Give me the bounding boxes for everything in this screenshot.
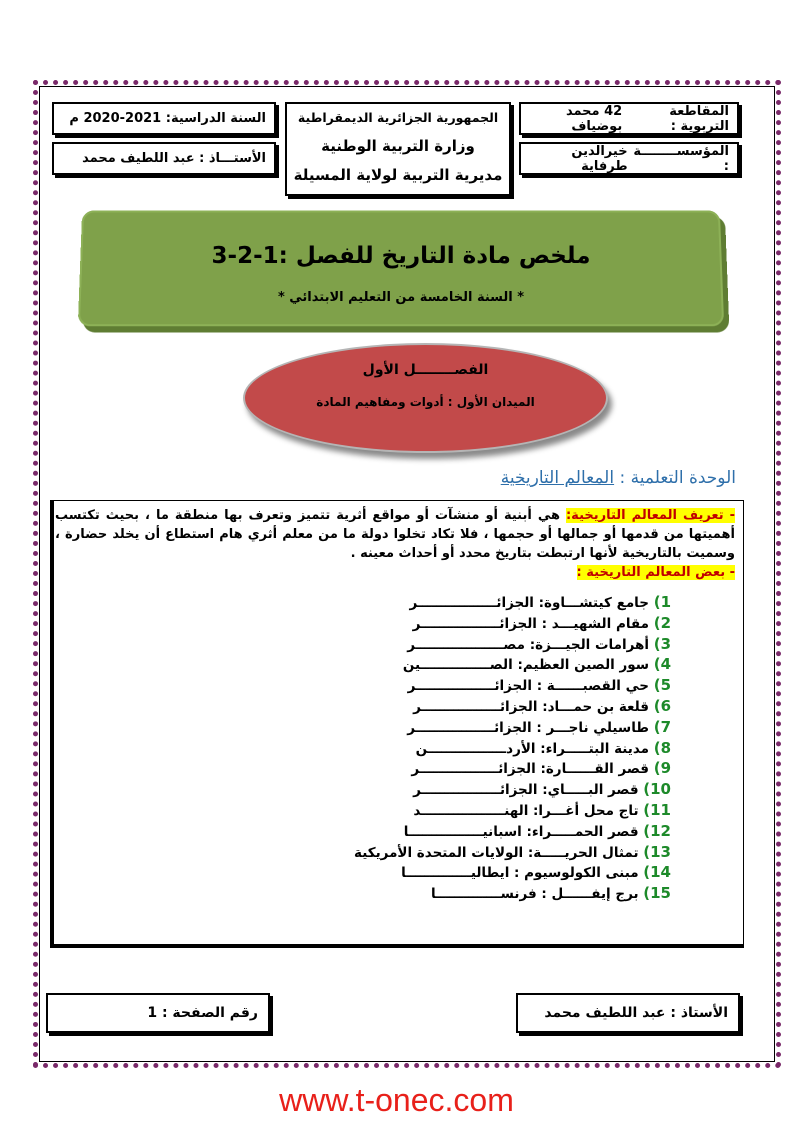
page-number-value: 1	[147, 1005, 158, 1021]
definition-term: - تعريف المعالم التاريخية:	[565, 508, 736, 523]
list-item	[354, 821, 671, 842]
ministry-name: وزارة التربية الوطنية	[321, 136, 475, 155]
item-number: 2)	[653, 613, 671, 632]
republic-name: الجمهورية الجزائرية الديمقراطية	[297, 110, 499, 125]
field-title: الميدان الأول : أدوات ومفاهيم المادة	[316, 395, 535, 409]
landmark-country: الصـــــــــــــــين	[402, 657, 513, 674]
landmark-name: قصر البـــــاي:	[542, 782, 639, 799]
website-url[interactable]: www.t-onec.com	[279, 1082, 514, 1118]
landmark-name: تاج محل أغـــرا:	[533, 802, 639, 819]
landmark-country: الجزائـــــــــــــــــر	[413, 782, 538, 799]
list-item	[354, 862, 671, 883]
list-item	[354, 779, 671, 800]
landmark-list	[354, 592, 671, 904]
landmark-name: جامع كيتشـــاوة:	[538, 595, 649, 611]
item-number: 3)	[653, 634, 671, 653]
landmark-name: مبنى الكولوسيوم :	[514, 865, 639, 882]
landmark-name: قصر القــــــارة:	[540, 761, 649, 778]
list-item	[354, 883, 671, 904]
school-label: المؤسســــــــة :	[633, 143, 729, 174]
landmark-country: الجزائـــــــــــــــــر	[407, 678, 532, 695]
landmark-country: الجزائـــــــــــــــــر	[409, 595, 534, 611]
list-item	[354, 717, 671, 738]
teacher-value: عبد اللطيف محمد	[82, 151, 195, 166]
institution-box	[285, 102, 511, 196]
school-box	[519, 142, 739, 175]
teacher-box	[52, 142, 276, 175]
landmark-country: ايطاليــــــــــــــا	[401, 865, 510, 882]
list-item	[354, 842, 671, 863]
list-item	[354, 592, 671, 613]
directorate-name: مديرية التربية لولاية المسيلة	[293, 165, 503, 184]
item-number: 14)	[643, 863, 671, 882]
landmark-country: فرنســــــــــــــا	[430, 886, 537, 903]
unit-name: المعالم التاريخية	[500, 468, 615, 488]
item-number: 13)	[643, 842, 671, 861]
landmark-country: الجزائـــــــــــــــــر	[407, 719, 532, 736]
landmark-country: الجزائـــــــــــــــــر	[411, 761, 536, 778]
item-number: 5)	[653, 676, 671, 695]
landmark-name: قصر الحمـــــراء:	[526, 823, 639, 840]
chapter-title: الفصــــــــل الأول	[362, 362, 489, 378]
item-number: 4)	[653, 655, 671, 674]
unit-label: الوحدة التعلمية :	[619, 468, 736, 488]
item-number: 11)	[643, 800, 671, 819]
landmark-name: برج إيفــــــل :	[541, 886, 639, 903]
item-number: 9)	[653, 759, 671, 778]
list-item	[354, 738, 671, 759]
landmark-name: قلعة بن حمـــاد:	[542, 698, 649, 715]
list-item	[354, 758, 671, 779]
landmark-name: تمثال الحريـــــة:	[527, 844, 639, 861]
landmark-country: الولايات المتحدة الأمريكية	[354, 844, 524, 861]
landmark-name: مقام الشهيـــد :	[541, 615, 649, 632]
landmark-country: مصـــــــــــــــــــر	[407, 636, 526, 653]
list-item	[354, 613, 671, 634]
item-number: 12)	[643, 821, 671, 840]
list-item	[354, 800, 671, 821]
grade-subtitle: * السنة الخامسة من التعليم الابتدائي *	[277, 290, 525, 305]
definition-text: هي أبنية أو منشآت أو مواقع أثرية تتميز وتعرف بها منطقة ما ، بحيث تكتسب أهميتها من قدمها أو جمالها أو حجمها ، فلا تكاد تخلوا دولة ما من معلم أثري هام استطاع أن يخلد حضارة ، وسميت بالتاريخية لأنها ارتبطت بتاريخ محدد أو أحداث معينه .	[55, 508, 735, 561]
landmark-country: الجزائـــــــــــــــــر	[413, 698, 538, 715]
footer-teacher-box	[516, 993, 740, 1033]
item-number: 15)	[643, 884, 671, 903]
district-box	[519, 102, 739, 135]
school-year-value: 2020-2021 م	[69, 111, 162, 126]
page-number-box	[46, 993, 270, 1033]
definition-paragraph	[55, 506, 735, 582]
landmark-name: حي القصبــــــة :	[536, 678, 649, 695]
district-label: المقاطعة التربوية :	[669, 103, 729, 134]
landmark-name: سور الصين العظيم:	[517, 657, 649, 674]
item-number: 7)	[653, 717, 671, 736]
landmark-country: الأردـــــــــــــــــن	[415, 740, 536, 757]
school-year-box	[52, 102, 276, 135]
landmark-country: اسبانيــــــــــــــــا	[403, 823, 522, 840]
landmark-name: طاسيلي ناجـــر :	[536, 719, 649, 736]
list-item	[354, 654, 671, 675]
landmark-name: مدينة البتـــــراء:	[540, 740, 649, 757]
unit-heading	[501, 468, 736, 488]
summary-title: ملخص مادة التاريخ للفصل :1-2-3	[211, 243, 591, 269]
list-item	[354, 634, 671, 655]
landmark-country: الهنــــــــــــــــــد	[413, 802, 529, 819]
landmark-name: أهرامات الجيـــزة:	[529, 636, 649, 653]
teacher-label: الأستـــاذ :	[199, 151, 266, 166]
page-number-label: رقم الصفحة :	[161, 1005, 258, 1021]
item-number: 6)	[653, 696, 671, 715]
landmark-country: الجزائـــــــــــــــــر	[412, 615, 537, 632]
school-value: خيرالدين طرفاية	[571, 143, 628, 174]
footer-teacher-value: عبد اللطيف محمد	[544, 1005, 666, 1021]
school-year-label: السنة الدراسية:	[165, 111, 266, 126]
item-number: 10)	[643, 780, 671, 799]
list-item	[354, 675, 671, 696]
district-value: 42 محمد بوضياف	[565, 103, 623, 134]
examples-heading: - بعض المعالم التاريخية :	[576, 565, 735, 580]
list-item	[354, 696, 671, 717]
item-number: 8)	[653, 738, 671, 757]
item-number: 1)	[653, 593, 671, 611]
footer-teacher-label: الأستاذ :	[670, 1005, 728, 1021]
